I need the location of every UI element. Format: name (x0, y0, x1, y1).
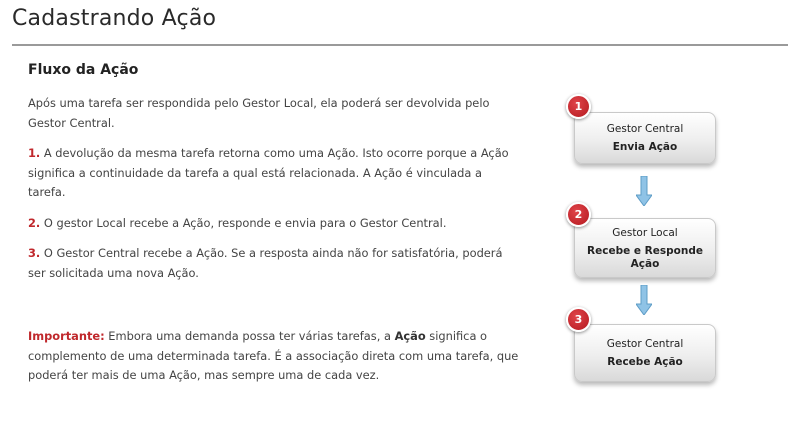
content-area (28, 62, 520, 397)
step-number-badge: 3 (566, 307, 591, 332)
flow-item-number: 3. (28, 246, 41, 260)
title-divider (12, 44, 788, 46)
important-note (28, 327, 520, 386)
flow-step-2 (574, 218, 716, 278)
important-label: Importante: (28, 329, 105, 343)
down-arrow-icon (636, 285, 652, 315)
page-title: Cadastrando Ação (12, 6, 217, 31)
step-number-badge: 1 (566, 94, 591, 119)
intro-paragraph: Após uma tarefa ser respondida pelo Gestor Local, ela poderá ser devolvida pelo Gestor Central. (28, 96, 490, 130)
flow-item-1 (28, 144, 520, 203)
flow-item-text: O Gestor Central recebe a Ação. Se a resposta ainda não for satisfatória, poderá ser solicitada uma nova Ação. (28, 246, 503, 280)
flow-item-text: O gestor Local recebe a Ação, responde e envia para o Gestor Central. (43, 215, 447, 230)
flow-step-3 (574, 324, 716, 382)
flow-item-3 (28, 244, 520, 283)
important-text-before: Embora uma demanda possa ter várias tarefas, a (108, 329, 391, 343)
important-text-after: significa o complemento de uma determinada tarefa. É a associação direta com uma tarefa, que poderá ter mais de uma Ação, mas sempre uma de cada vez. (28, 329, 519, 382)
section-title: Fluxo da Ação (28, 62, 139, 78)
flow-item-number: 2. (28, 215, 41, 230)
step-role: Gestor Central (606, 338, 684, 350)
step-role: Gestor Central (606, 123, 684, 135)
step-number-badge: 2 (566, 202, 591, 227)
step-action: Recebe e Responde Ação (587, 244, 703, 270)
down-arrow-icon (636, 176, 652, 206)
step-role: Gestor Local (612, 226, 678, 239)
flow-step-1 (574, 112, 716, 164)
step-action: Envia Ação (612, 141, 678, 153)
flow-diagram (566, 92, 736, 392)
step-action: Recebe Ação (607, 356, 683, 368)
important-bold-term: Ação (394, 329, 426, 343)
flow-item-number: 1. (28, 146, 41, 160)
flow-item-2 (28, 214, 520, 234)
flow-item-text: A devolução da mesma tarefa retorna como uma Ação. Isto ocorre porque a Ação significa a continuidade da tarefa a qual está relacionada. A Ação é vinculada a tarefa. (28, 146, 509, 199)
